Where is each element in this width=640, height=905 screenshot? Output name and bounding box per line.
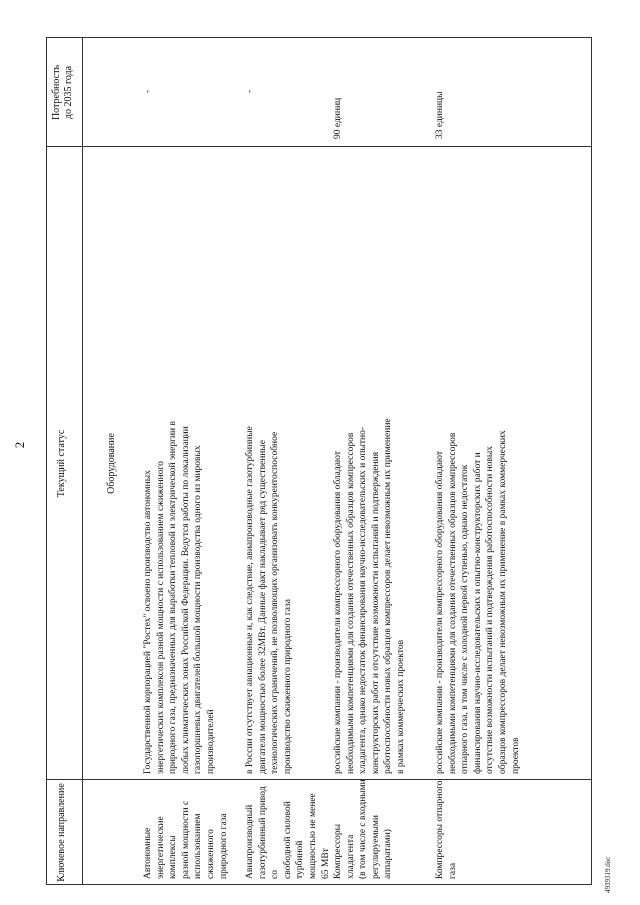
footer-doc-code: 4939319.doc (604, 856, 612, 893)
row-3-need: 90 единиц (333, 97, 343, 139)
row-4-direction: Компрессоры отпарного газа (435, 780, 458, 879)
section-title: Оборудование (106, 433, 117, 494)
table-top-border (46, 37, 47, 885)
row-1-status: Государственной корпорацией "Ростех" освоено производство автономных энергетических комплексов разной мощности с использованием сжиженного природного газа, предназначенных для выработки тепловой и электрической энергии в любых климатических зонах Российской Федерации. Ведутся работы по локализации газопоршневых двигателей большой мощности производства одного из мировых производителей (143, 421, 216, 774)
header-bottom-border (82, 37, 83, 885)
requirements-table (46, 37, 592, 885)
row-1-need: - (143, 89, 153, 93)
table-bottom-border (591, 37, 592, 885)
header-direction: Ключевое направление (56, 783, 67, 882)
header-need: Потребность до 2035 года (51, 64, 74, 121)
row-4-need: 33 единицы (435, 91, 445, 139)
column-divider-2 (46, 146, 592, 147)
row-2-direction: Авиапроизводный газотурбинный привод со свободной силовой турбиной мощностью не менее 65 МВт (245, 786, 331, 879)
table-left-border (46, 884, 592, 885)
row-1-direction: Автономные энергетические комплексы разной мощности с использованием сжиженного природного газа (143, 800, 229, 879)
row-2-need: - (245, 89, 255, 93)
page-number: 2 (12, 441, 27, 449)
row-3-direction: Компрессоры хладагента (в том числе с входными регулируемыми аппаратами) (333, 779, 394, 879)
row-4-status: российские компании - производители компрессорного оборудования обладают необходимыми компетенциями для создания отечественных образцов компрессоров отпарного газа, в том числе с холодной первой ступенью, однако недостаток финансирования научно-исследовательских и опытно-конструкторских работ и отсутствие возможности испытаний и подтверждения работоспособности новых образцов компрессоров делает невозможным их применение в рамках коммерческих проектов (435, 430, 521, 774)
header-status: Текущий статус (56, 429, 67, 498)
row-3-status: российские компании - производители компрессорного оборудования обладают необходимыми компетенциями для создания отечественных образцов компрессоров хладагента, однако недостаток финансирования научно-исследовательских и опытно- конструкторских работ и отсутствие возможности испытаний и подтверждения работоспособности новых образцов компрессоров делает невозможным их применение в рамках коммерческих проектов (333, 418, 406, 774)
table-right-border (46, 37, 592, 38)
row-2-status: в России отсутствует авиационные и, как следствие, авиапроизводные газотурбинные двигатели мощностью более 32МВт. Данные факт накладывает ряд существенные технологических ограничений, не позволяющих организовать конкурентоспособное производство сжиженного природного газа (245, 426, 293, 774)
